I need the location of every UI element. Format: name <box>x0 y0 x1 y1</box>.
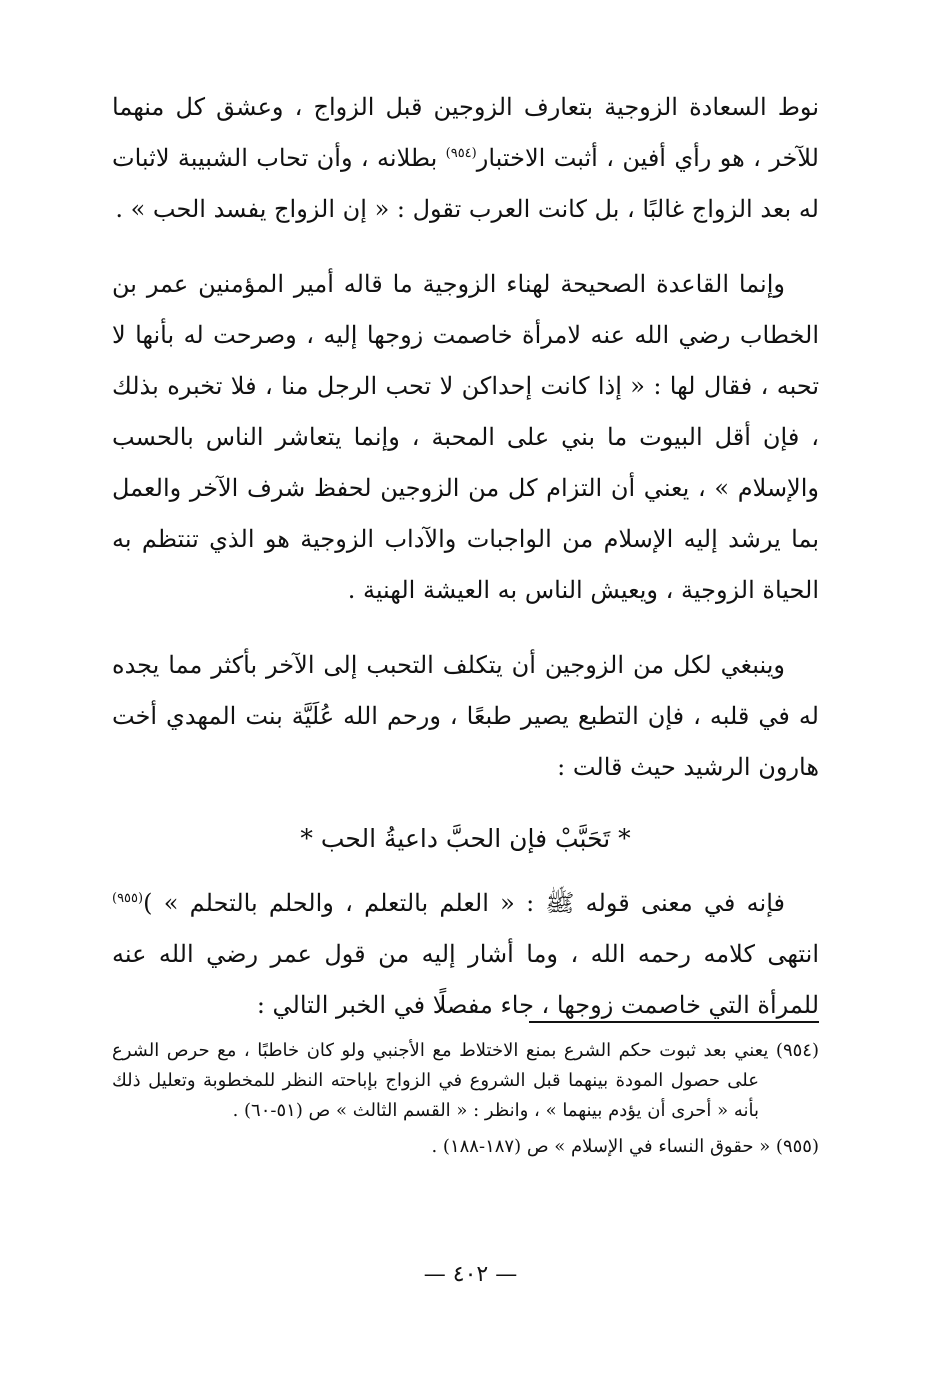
footnote-ref-955: (٩٥٥) <box>112 891 144 906</box>
footnote-text: « حقوق النساء في الإسلام » ص (١٨٧-١٨٨) . <box>431 1136 776 1157</box>
paragraph-4-text: فإنه في معنى قوله ﷺ : « العلم بالتعلم ، والحلم بالتحلم » ) <box>143 889 785 917</box>
paragraph-1-rest: بطلانه ، وأن تحاب الشبيبة لاثبات له بعد الزواج غالبًا ، بل كانت العرب تقول : « إن الزواج يفسد الحب » . <box>112 144 819 223</box>
paragraph-1-text: نوط السعادة الزوجية بتعارف الزوجين قبل الزواج ، وعشق كل منهما للآخر ، هو رأي أفين ، أثبت الاختبار <box>112 93 819 172</box>
footnote-number: (٩٥٥) <box>775 1136 819 1157</box>
footnote-divider <box>529 1021 819 1023</box>
poem-verse: * تَحَبَّبْ فإن الحبَّ داعيةُ الحب * <box>300 824 631 853</box>
footnote-text: يعني بعد ثبوت حكم الشرع بمنع الاختلاط مع الأجنبي ولو كان خاطبًا ، مع حرص الشرع على حصول المودة بينهما قبل الشروع في الزواج بإباحته النظر للمخطوبة وتعليل ذلك بأنه « أحرى أن يؤدم بينهما » ، وانظر : « القسم الثالث » ص (٥١-٦٠) . <box>112 1040 776 1121</box>
footnote-number: (٩٥٤) <box>775 1040 819 1061</box>
paragraph-3: وينبغي لكل من الزوجين أن يتكلف التحبب إلى الآخر بأكثر مما يجده له في قلبه ، فإن التطبع يصير طبعًا ، ورحم الله عُلَيَّة بنت المهدي أخت هارون الرشيد حيث قالت : <box>112 651 819 781</box>
paragraph-1 <box>112 82 819 235</box>
footnote-954 <box>112 1036 819 1126</box>
footnotes <box>112 1036 819 1168</box>
paragraph-4-rest: انتهى كلامه رحمه الله ، وما أشار إليه من قول عمر رضي الله عنه للمرأة التي خاصمت زوجها ، جاء مفصلًا في الخبر التالي : <box>112 940 819 1019</box>
page-number: — ٤٠٢ — <box>423 1262 518 1287</box>
footnote-ref-954: (٩٥٤) <box>445 146 477 161</box>
paragraph-4 <box>112 878 819 1031</box>
main-text <box>112 82 819 1031</box>
paragraph-2: وإنما القاعدة الصحيحة لهناء الزوجية ما قاله أمير المؤمنين عمر بن الخطاب رضي الله عنه لامرأة خاصمت زوجها إليه ، وصرحت له بأنها لا تحبه ، فقال لها : « إذا كانت إحداكن لا تحب الرجل منا ، فلا تخبره بذلك ، فإن أقل البيوت ما بني على المحبة ، وإنما يتعاشر الناس بالحسب والإسلام » ، يعني أن التزام كل من الزوجين لحفظ شرف الآخر والعمل بما يرشد إليه الإسلام من الواجبات والآداب الزوجية هو الذي تنتظم به الحياة الزوجية ، ويعيش الناس به العيشة الهنية . <box>112 270 819 604</box>
footnote-955 <box>112 1132 819 1162</box>
